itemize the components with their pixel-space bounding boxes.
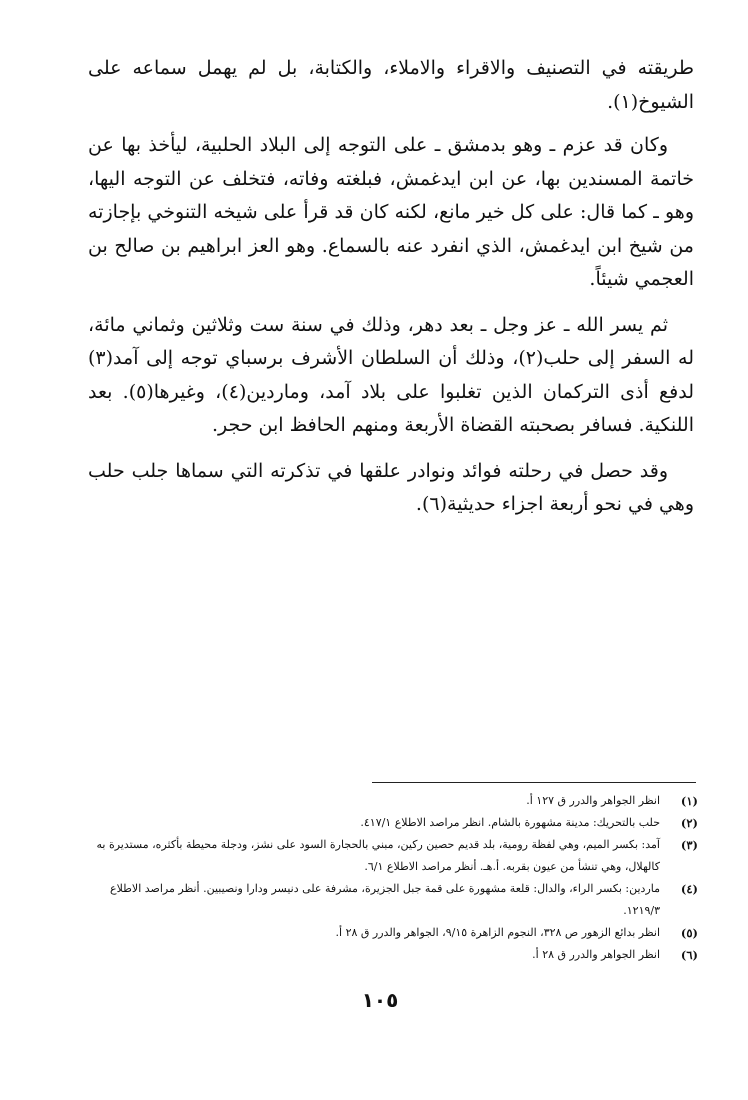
footnote-text: انظر الجواهر والدرر ق ١٢٧ أ. — [526, 794, 660, 807]
paragraph-2: وكان قد عزم ـ وهو بدمشق ـ على التوجه إلى البلاد الحلبية، ليأخذ بها عن خاتمة المسندين بها، عن ابن ايدغمش، فبلغته وفاته، فتخلف عن التوجه اليها، وهو ـ كما قال: على كل خير مانع، لكنه كان قد قرأ على شيخه التنوخي بإجازته من شيخ ابن ايدغمش، الذي انفرد عنه بالسماع. وهو العز ابراهيم بن صالح بن العجمي شيئاً. — [88, 134, 694, 290]
paragraph-1: طريقته في التصنيف والاقراء والاملاء، والكتابة، بل لم يهمل سماعه على الشيوخ(١). — [88, 57, 694, 113]
footnote-number: (٤) — [680, 882, 698, 896]
footnote-item — [92, 812, 698, 834]
footnote-number: (٣) — [680, 838, 698, 852]
footnote-item — [92, 790, 698, 812]
page-number: ١٠٥ — [361, 988, 399, 1012]
footnote-number: (٢) — [680, 816, 698, 830]
footnote-text: آمد: بكسر الميم، وهي لفظة رومية، بلد قديم حصين ركين، مبني بالحجارة السود على نشز، ودجلة محيطة بأكثره، مستديرة به كالهلال، وهي تنشأ من عيون بقربه. أ.هـ. أنظر مراصد الاطلاع ٦/١. — [96, 838, 660, 873]
footnote-item — [92, 834, 698, 878]
footnote-text: انظر بدائع الزهور ص ٣٢٨، النجوم الزاهرة ٩/١٥، الجواهر والدرر ق ٢٨ أ. — [335, 926, 660, 939]
footnote-item — [92, 878, 698, 922]
paragraph-4: وقد حصل في رحلته فوائد ونوادر علقها في تذكرته التي سماها جلب حلب وهي في نحو أربعة اجزاء حديثية(٦). — [88, 459, 694, 515]
footnote-text: حلب بالتحريك: مدينة مشهورة بالشام. انظر مراصد الاطلاع ٤١٧/١. — [360, 816, 660, 829]
footnote-number: (٦) — [680, 948, 698, 962]
footnote-number: (٥) — [680, 926, 698, 940]
footnote-divider — [372, 782, 696, 783]
footnote-text: ماردين: بكسر الراء، والدال: قلعة مشهورة على قمة جبل الجزيرة، مشرفة على دنيسر ودارا ونصيبين. أنظر مراصد الاطلاع ١٢١٩/٣. — [110, 882, 660, 917]
footnote-item — [92, 922, 698, 944]
footnote-item — [92, 944, 698, 966]
footnote-number: (١) — [680, 794, 698, 808]
footnote-text: انظر الجواهر والدرر ق ٢٨ أ. — [532, 948, 660, 961]
paragraph-3: ثم يسر الله ـ عز وجل ـ بعد دهر، وذلك في سنة ست وثلاثين وثماني مائة، له السفر إلى حلب(٢)، وذلك أن السلطان الأشرف برسباي توجه إلى آمد(٣) لدفع أذى التركمان الذين تغلبوا على بلاد آمد، وماردين(٤)، وغيرها(٥). بعد اللنكية. فسافر بصحبته القضاة الأربعة ومنهم الحافظ ابن حجر. — [88, 313, 695, 436]
footnotes — [92, 790, 698, 966]
main-text — [88, 52, 694, 522]
